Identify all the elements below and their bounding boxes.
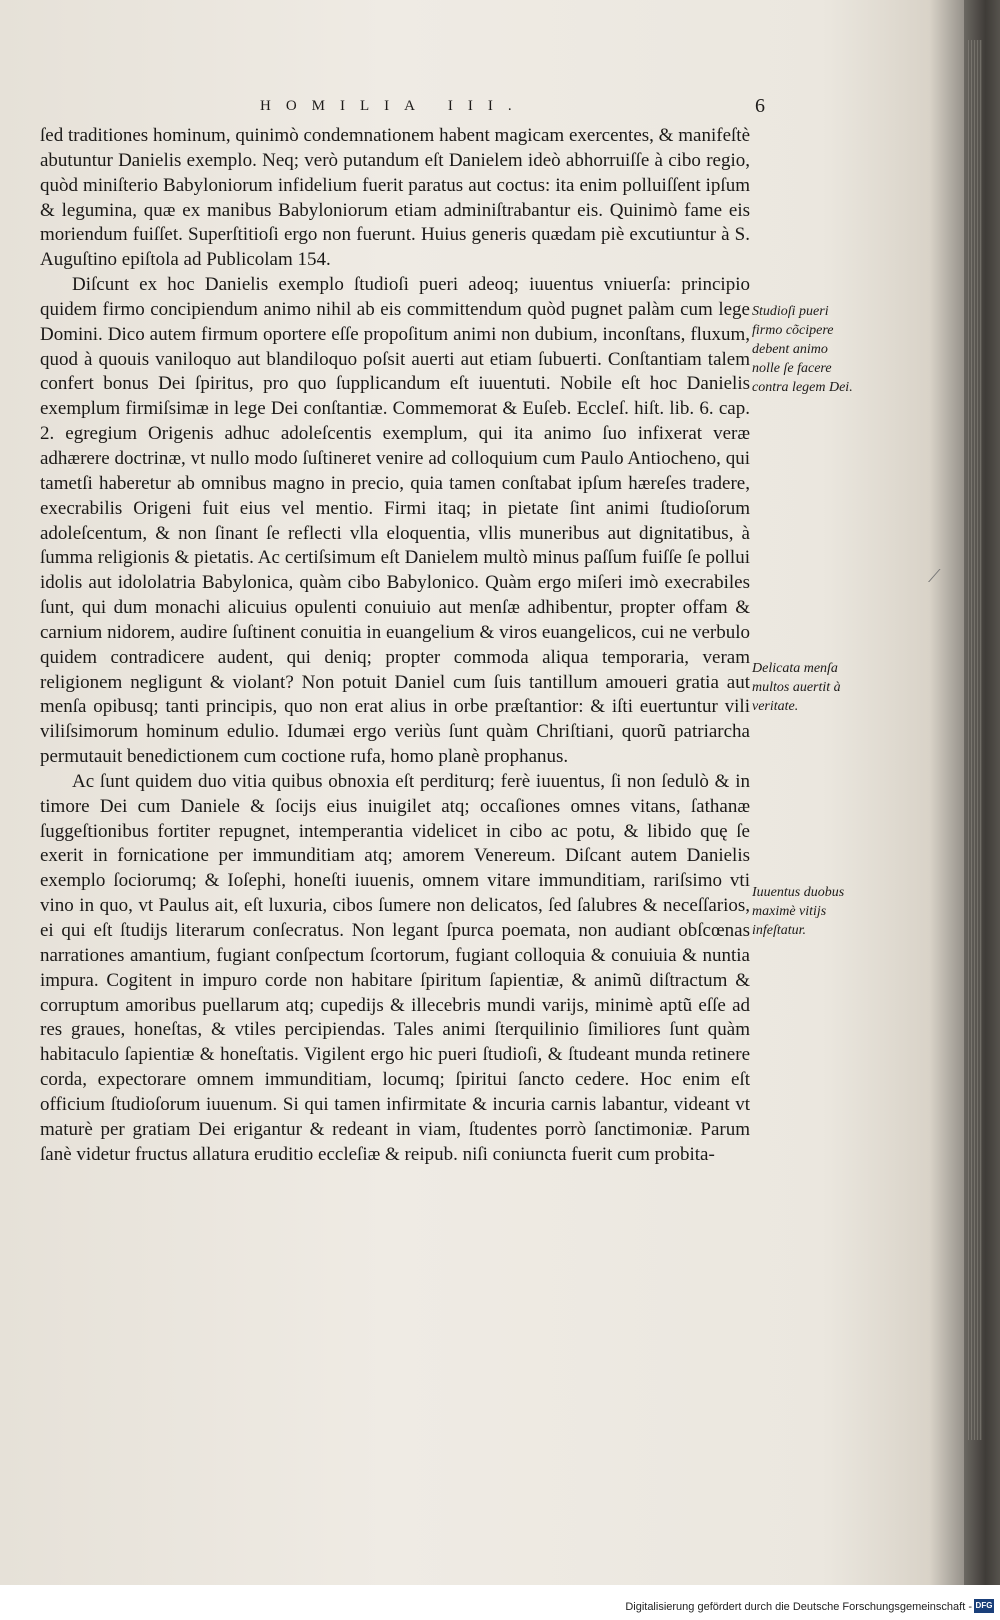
page-stack-edge [968, 40, 982, 1440]
main-text [40, 124, 750, 1167]
pencil-mark-icon: ⟋ [928, 566, 941, 586]
paragraph: Diſcunt ex hoc Danielis exemplo ſtudioſi pueri adeoq; iuuentus vniuerſa: principio quidem firmo concipiendum animo nihil ab eis committendum quòd pugnet palàm cum lege Domini. Dico autem firmum oportere eſſe propoſitum animi non dubium, inconſtans, fluxum, quod à quouis vaniloquo aut blandiloquo poſsit auerti aut etiam ſubuerti. Conſtantiam talem confert bonus Dei ſpiritus, pro quo ſupplicandum eſt iuuentuti. Nobile eſt hoc Danielis exemplum firmiſsimæ in lege Dei conſtantiæ. Commemorat & Euſeb. Eccleſ. hiſt. lib. 6. cap. 2. egregium Origenis adhuc adoleſcentis exemplum, qui ita animo ſuo infixerat veræ adhærere doctrinæ, vt nullo modo ſuſtineret venire ad colloquium cum Paulo Antiocheno, qui tametſi haberetur ab omnibus magno in precio, quia tamen conſtabat ipſum hæreſes tradere, execrabilis Origeni fuit eius vel mentio. Firmi itaq; in pietate ſint animi ſtudioſorum adoleſcentum, & non ſinant ſe reflecti vlla eloquentia, vllis muneribus aut dignitatibus, à ſumma religionis & pietatis. Ac certiſsimum eſt Danielem multò minus paſſum fuiſſe ſe pollui idolis aut idololatria Babylonica, quàm cibo Babylonico. Quàm ergo miſeri imò execrabiles ſunt, qui dum monachi alicuius opulenti conuiuio aut menſæ adhibentur, propter offam & carnium nidorem, audire ſuſtinent conuitia in euangelium & viros euangelicos, cui ne verbulo quidem contradicere audent, qui deniq; propter commoda aliqua temporaria, veram religionem negligunt & violant? Non potuit Daniel cum ſuis tantillum amoueri gratia aut menſa opibusq; tanti principis, quo non erat alius in orbe præſtantior: & iſti euertuntur vili viliſsimorum hominum edulio. Idumæi ergo veriùs ſunt quàm Chriſtiani, quorũ patriarcha permutauit benedictionem cum coctione rufa, homo planè prophanus. [40, 274, 750, 768]
funding-credit: Digitalisierung gefördert durch die Deutsche Forschungsgemeinschaft - [625, 1601, 972, 1613]
running-head: HOMILIA III. [260, 98, 527, 114]
marginal-note: Iuuentus duobus maximè vitijs infeſtatur. [752, 885, 845, 938]
paragraph: Ac ſunt quidem duo vitia quibus obnoxia eſt perditurq; ferè iuuentus, ſi non ſedulò & in timore Dei cum Daniele & ſocijs eius inuigilet atq; occaſiones omnes vitans, ſathanæ ſuggeſtionibus fortiter repugnet, intemperantia videlicet in cibo ac potu, & libido quę ſe exerit in fornicatione per immunditiam atq; amorem Venereum. Diſcant autem Danielis exemplo ſociorumq; & Ioſephi, honeſti iuuenis, omnem vitare immunditiam, rariſsimo vti vino in quo, vt Paulus ait, eſt luxuria, cibos ſumere non delicatos, ſed ſalubres & neceſſarios, ei qui eſt ſtudijs literarum conſecratus. Non legant ſpurca poemata, non audiant obſcœnas narrationes amantium, fugiant conſpectum ſcortorum, fugiant colloquia & conuiuia & nuntia impura. Cogitent in impuro corde non habitare ſpiritum ſapientiæ, & animũ diſtractum & corruptum amoribus puellarum atq; cupedijs & illecebris mundi varijs, minimè aptũ eſſe ad res graues, honeſtas, & vtiles percipiendas. Tales animi ſterquilinio ſimiliores ſunt quàm habitaculo ſapientiæ & honeſtatis. Vigilent ergo hic pueri ſtudioſi, & ſtudeant munda retinere corda, expectorare omnem immunditiam, locumq; ſpiritui ſancto cedere. Hoc enim eſt officium ſtudioſorum iuuenum. Si qui tamen infirmitate & incuria carnis labantur, videant vt maturè per gratiam Dei erigantur & redeant in viam, ſtudentes porrò ſanctimoniæ. Parum ſanè videtur fructus allatura eruditio eccleſiæ & reipub. niſi coniuncta fuerit cum probita- [40, 770, 750, 1165]
paragraph: ſed traditiones hominum, quinimò condemnationem habent magicam exercentes, & manifeſtè abutuntur Danielis exemplo. Neq; verò putandum eſt Danielem ideò abhorruiſſe à cibo regio, quòd miniſterio Babyloniorum infidelium fuerit paratus aut coctus: ita enim polluiſſent ipſum & legumina, quæ ex manibus Babyloniorum etiam adminiſtrabantur eis. Quinimò fame eis moriendum fuiſſet. Superſtitioſi ergo non fuerunt. Huius generis quædam piè excutiuntur à S. Auguſtino epiſtola ad Publicolam 154. [40, 125, 750, 271]
folio-number: 6 [755, 95, 765, 117]
dfg-logo-icon: DFG [974, 1599, 994, 1613]
marginal-note: Studioſi pueri firmo cõcipere debent animo nolle ſe facere contra legem Dei. [752, 304, 853, 395]
marginal-note: Delicata menſa multos auertit à veritate. [752, 661, 841, 714]
